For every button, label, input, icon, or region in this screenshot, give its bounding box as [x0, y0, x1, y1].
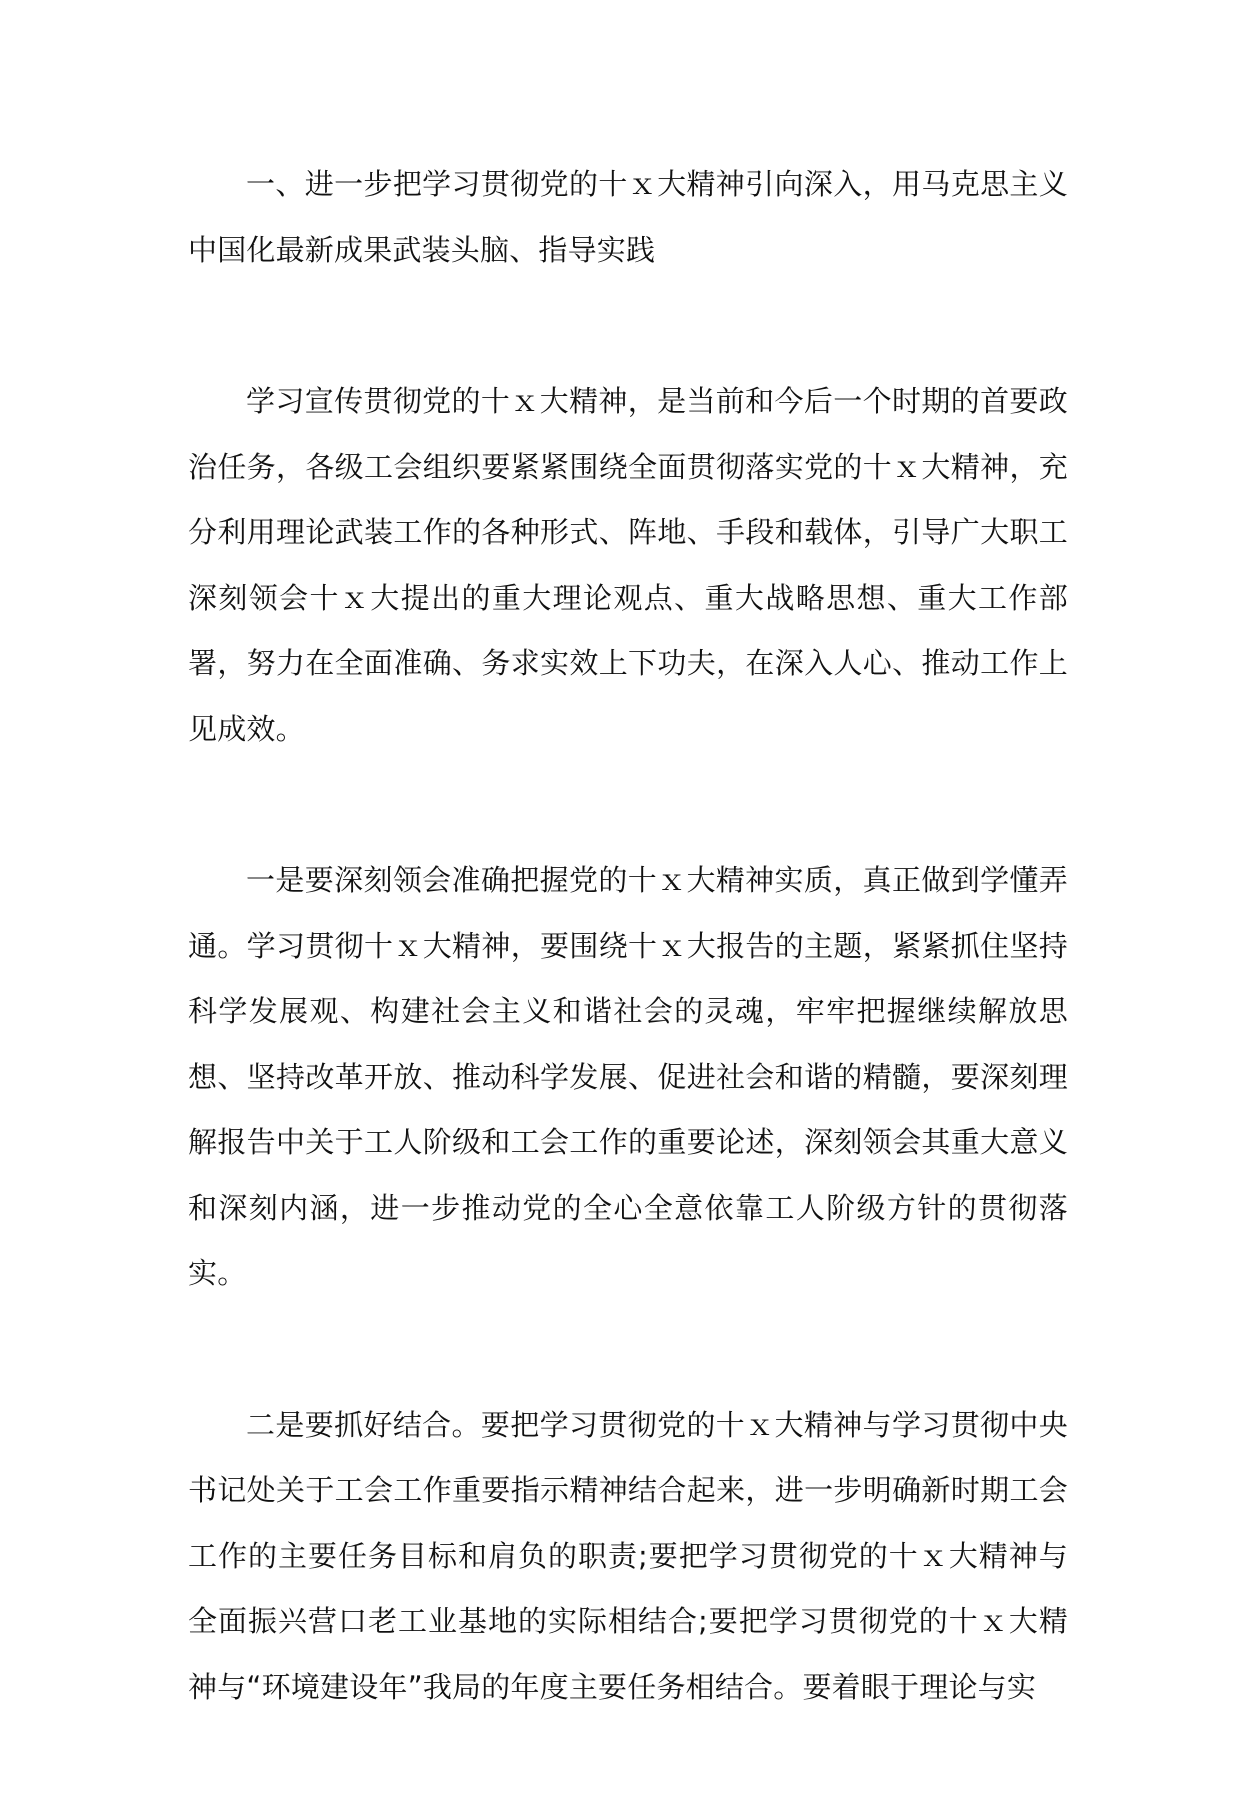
body-paragraph: 一是要深刻领会准确把握党的十ｘ大精神实质，真正做到学懂弄通。学习贯彻十ｘ大精神，要围绕十ｘ大报告的主题，紧紧抓住坚持科学发展观、构建社会主义和谐社会的灵魂，牢牢把握继续解放思想、坚持改革开放、推动科学发展、促进社会和谐的精髓，要深刻理解报告中关于工人阶级和工会工作的重要论述，深刻领会其重大意义和深刻内涵，进一步推动党的全心全意依靠工人阶级方针的贯彻落实。 [188, 863, 1068, 1290]
section-heading: 一、进一步把学习贯彻党的十ｘ大精神引向深入，用马克思主义中国化最新成果武装头脑、指导实践 [188, 167, 1068, 267]
document-body [188, 152, 1068, 1806]
body-paragraph: 二是要抓好结合。要把学习贯彻党的十ｘ大精神与学习贯彻中央书记处关于工会工作重要指示精神结合起来，进一步明确新时期工会工作的主要任务目标和肩负的职责;要把学习贯彻党的十ｘ大精神与全面振兴营口老工业基地的实际相结合;要把学习贯彻党的十ｘ大精神与“环境建设年”我局的年度主要任务相结合。要着眼于理论与实 [188, 1407, 1068, 1704]
body-paragraph: 学习宣传贯彻党的十ｘ大精神，是当前和今后一个时期的首要政治任务，各级工会组织要紧紧围绕全面贯彻落实党的十ｘ大精神，充分利用理论武装工作的各种形式、阵地、手段和载体，引导广大职工深刻领会十ｘ大提出的重大理论观点、重大战略思想、重大工作部署，努力在全面准确、务求实效上下功夫，在深入人心、推动工作上见成效。 [188, 384, 1068, 746]
